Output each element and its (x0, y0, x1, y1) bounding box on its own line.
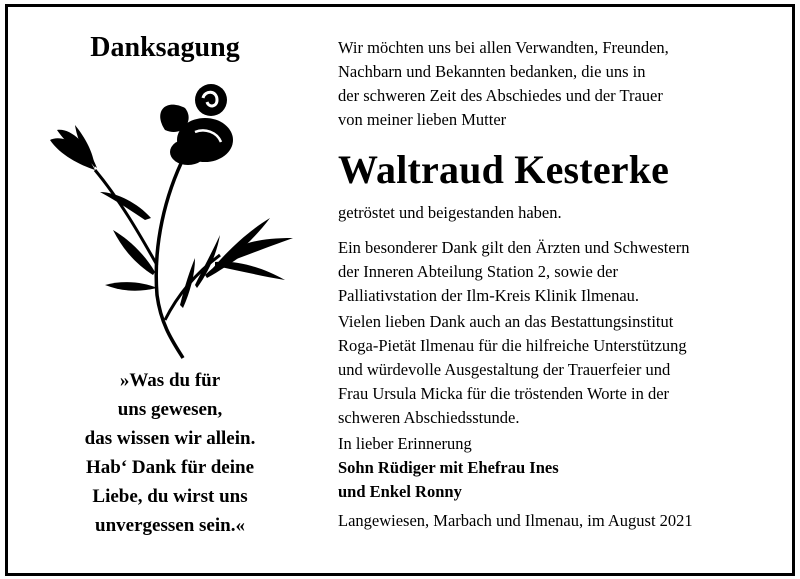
thanks-funeral-line: und würdevolle Ausgestaltung der Trauerfeier und (338, 360, 671, 379)
quote-line: Hab‘ Dank für deine (85, 457, 255, 478)
thanks-funeral-line: schweren Abschiedsstunde. (338, 408, 520, 427)
quote-line: uns gewesen, (117, 399, 223, 420)
rose-flower-icon (45, 80, 300, 360)
notice-heading: Danksagung (90, 32, 240, 63)
quote-line: unvergessen sein.« (95, 515, 245, 536)
intro-line: Nachbarn und Bekannten bedanken, die uns in (338, 62, 646, 81)
thanks-funeral-line: Vielen lieben Dank auch an das Bestattungsinstitut (338, 312, 674, 331)
thanks-funeral-line: Frau Ursula Micka für die tröstenden Worte in der (338, 384, 670, 403)
thanks-doctors-line: Ein besonderer Dank gilt den Ärzten und Schwestern (338, 238, 690, 257)
thanks-doctors-paragraph (338, 236, 778, 308)
thanks-funeral-line: Roga-Pietät Ilmenau für die hilfreiche Unterstützung (338, 336, 687, 355)
place-date-text: Langewiesen, Marbach und Ilmenau, im August 2021 (338, 511, 693, 530)
consoled-line (338, 201, 778, 225)
quote-line: »Was du für (119, 370, 221, 391)
quote-block (40, 366, 300, 540)
thanks-doctors-line: Palliativstation der Ilm-Kreis Klinik Ilmenau. (338, 286, 640, 305)
intro-line: von meiner lieben Mutter (338, 110, 507, 129)
signature-block (338, 432, 778, 504)
signatory-line: und Enkel Ronny (338, 482, 462, 501)
intro-line: der schweren Zeit des Abschiedes und der Trauer (338, 86, 663, 105)
deceased-name: Waltraud Kesterke (338, 147, 670, 192)
place-date (338, 509, 778, 533)
intro-paragraph (338, 36, 778, 132)
consoled-text: getröstet und beigestanden haben. (338, 203, 562, 222)
thanks-doctors-line: der Inneren Abteilung Station 2, sowie der (338, 262, 618, 281)
signatory-line: Sohn Rüdiger mit Ehefrau Ines (338, 458, 559, 477)
quote-line: das wissen wir allein. (84, 428, 256, 449)
quote-line: Liebe, du wirst uns (92, 486, 248, 507)
intro-line: Wir möchten uns bei allen Verwandten, Freunden, (338, 38, 669, 57)
thanks-funeral-paragraph (338, 310, 778, 430)
memory-label: In lieber Erinnerung (338, 434, 472, 453)
